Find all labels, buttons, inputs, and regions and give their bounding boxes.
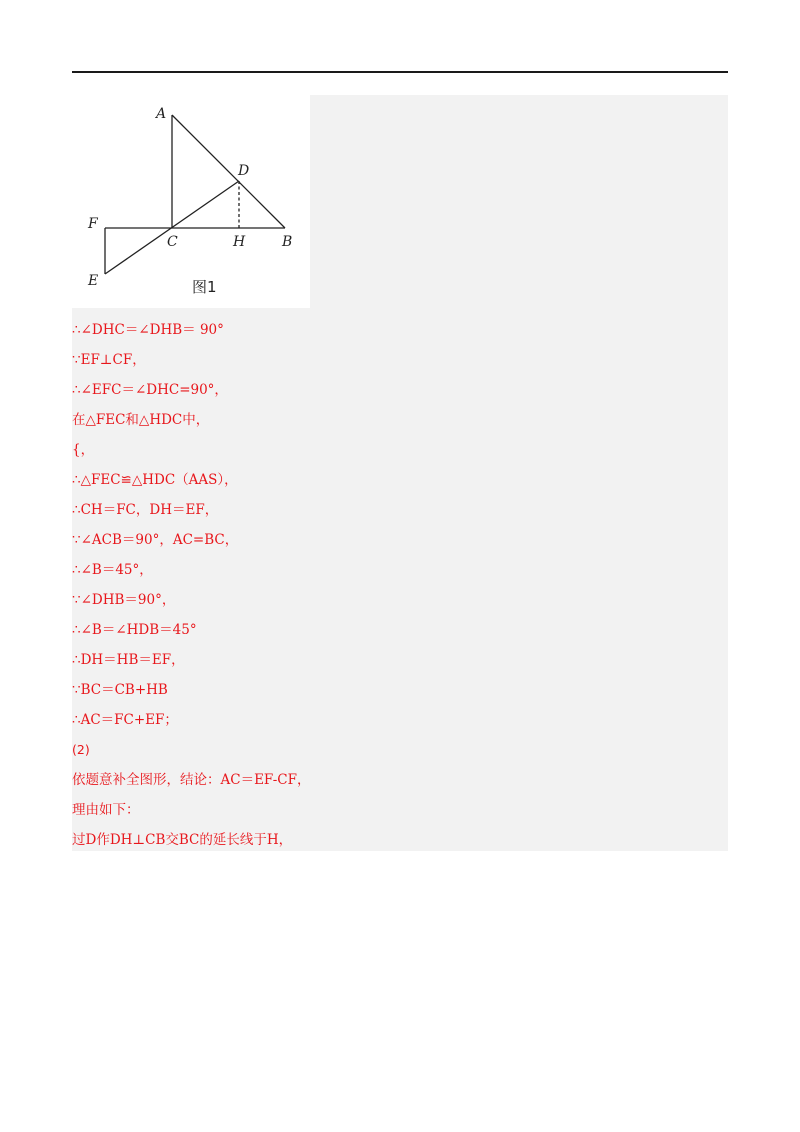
figure-1-diagram <box>72 95 310 308</box>
line-15: (2) <box>72 742 90 757</box>
line-1: ∴∠DHC＝∠DHB＝ 90° <box>72 322 224 338</box>
label-E: E <box>88 273 99 289</box>
line-4: 在△FEC和△HDC中， <box>72 412 210 428</box>
line-16: 依题意补全图形，结论：AC＝EF-CF， <box>72 772 311 788</box>
line-13: ∵BC＝CB+HB <box>72 682 168 698</box>
label-H: H <box>233 234 246 250</box>
line-8: ∵∠ACB＝90°，AC=BC， <box>72 532 239 548</box>
geometry-figure <box>72 95 310 308</box>
line-18: 过D作DH⊥CB交BC的延长线于H， <box>72 832 293 848</box>
line-9: ∴∠B＝45°， <box>72 562 153 578</box>
label-C: C <box>167 234 178 250</box>
label-D: D <box>238 163 250 179</box>
line-10: ∵∠DHB＝90°， <box>72 592 176 608</box>
line-3: ∴∠EFC＝∠DHC=90°， <box>72 382 228 398</box>
line-7: ∴CH＝FC，DH＝EF， <box>72 502 219 518</box>
line-17: 理由如下： <box>72 802 140 818</box>
label-A: A <box>156 106 167 122</box>
label-B: B <box>282 234 293 250</box>
line-11: ∴∠B＝∠HDB＝45° <box>72 622 197 638</box>
line-12: ∴DH＝HB＝EF， <box>72 652 185 668</box>
line-14: ∴AC＝FC+EF； <box>72 712 178 728</box>
figure-caption: 图1 <box>192 278 217 296</box>
line-2: ∵EF⊥CF， <box>72 352 146 368</box>
segment-AB <box>172 115 285 228</box>
label-F: F <box>88 216 98 232</box>
header-rule <box>72 71 728 73</box>
line-5: {， <box>72 442 95 458</box>
line-6: ∴△FEC≌△HDC（AAS）， <box>72 472 238 488</box>
